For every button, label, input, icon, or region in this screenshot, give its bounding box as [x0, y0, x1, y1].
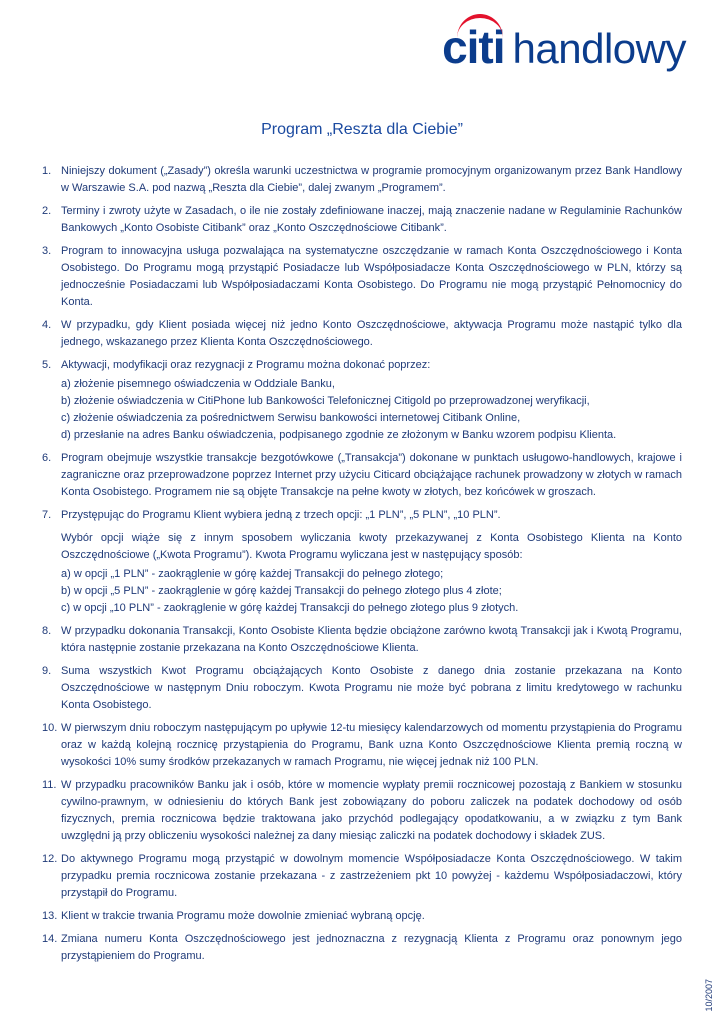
- sub-list-item: b) złożenie oświadczenia w CitiPhone lub Bankowości Telefonicznej Citigold po przeprowadzonej weryfikacji,: [61, 395, 590, 407]
- list-item-text: Przystępując do Programu Klient wybiera jedną z trzech opcji: „1 PLN”, „5 PLN”, „10 PLN”.: [61, 509, 501, 521]
- list-item-extra-text: Wybór opcji wiąże się z innym sposobem wyliczania kwoty przekazywanej z Konta Osobistego Klienta na Konto Oszczędnościowe („Kwota Programu”). Kwota Programu wyliczana jest w następujący sposób:: [61, 532, 682, 561]
- list-item: [42, 908, 682, 925]
- list-item-number: 10.: [42, 722, 58, 734]
- list-item-text: W przypadku dokonania Transakcji, Konto Osobiste Klienta będzie obciążone zarówno kwotą Transakcji jak i Kwotą Programu, która następnie zostanie przekazana na Konto Oszczędnościowe Klienta.: [61, 625, 682, 654]
- handlowy-wordmark: handlowy: [512, 25, 686, 72]
- list-item: [42, 450, 682, 501]
- list-item-number: 14.: [42, 933, 58, 945]
- list-item-text: Program to innowacyjna usługa pozwalająca na systematyczne oszczędzanie w ramach Konta Oszczędnościowego i Konta Osobistego. Do Programu mogą przystąpić Posiadacze lub Współposiadacze Konta Oszczędnościowego w PLN, którzy są jednocześnie Posiadaczami lub Współposiadaczami Konta Osobistego. Do Programu nie mogą przystąpić Pełnomocnicy do Konta.: [61, 245, 682, 308]
- citi-handlowy-logo: [442, 21, 686, 73]
- list-item: [42, 507, 682, 617]
- citi-arc-icon: [457, 14, 503, 38]
- list-item: [42, 623, 682, 657]
- sub-list-item: d) przesłanie na adres Banku oświadczenia, podpisanego zgodnie ze złożonym w Banku wzorem podpisu Klienta.: [61, 429, 617, 441]
- list-item-number: 8.: [42, 625, 52, 637]
- terms-list: [42, 163, 682, 971]
- list-item-number: 9.: [42, 665, 52, 677]
- list-item: [42, 777, 682, 845]
- list-item-text: W przypadku, gdy Klient posiada więcej niż jedno Konto Oszczędnościowe, aktywacja Programu może nastąpić tylko dla jednego, wskazanego przez Klienta Konta Oszczędnościowego.: [61, 319, 682, 348]
- list-item-number: 2.: [42, 205, 52, 217]
- sub-list-item: b) w opcji „5 PLN” - zaokrąglenie w górę każdej Transakcji do pełnego złotego plus 4 złote;: [61, 585, 502, 597]
- list-item: [42, 851, 682, 902]
- list-item-number: 6.: [42, 452, 52, 464]
- sub-list-item: a) złożenie pisemnego oświadczenia w Oddziale Banku,: [61, 378, 335, 390]
- list-item-text: Zmiana numeru Konta Oszczędnościowego jest jednoznaczna z rezygnacją Klienta z Programu oraz ponownym jego przystąpieniem do Programu.: [61, 933, 682, 962]
- list-item-text: Suma wszystkich Kwot Programu obciążających Konto Osobiste z danego dnia zostanie przekazana na Konto Oszczędnościowe w następnym Dniu roboczym. Kwota Programu nie może być pobrana z limitu kredytowego w rachunku Konta Osobistego.: [61, 665, 682, 711]
- list-item-number: 11.: [42, 779, 57, 791]
- list-item-number: 3.: [42, 245, 52, 257]
- list-item-number: 7.: [42, 509, 52, 521]
- list-item-text: Do aktywnego Programu mogą przystąpić w dowolnym momencie Współposiadacze Konta Oszczędnościowego. W takim przypadku premia rocznicowa zostanie przekazana - z zastrzeżeniem pkt 10 powyżej - każdemu Współposiadaczowi, który przystąpił do Programu.: [61, 853, 682, 899]
- list-item-text: Terminy i zwroty użyte w Zasadach, o ile nie zostały zdefiniowane inaczej, mają znaczenie nadane w Regulaminie Rachunków Bankowych „Konto Osobiste Citibank” oraz „Konto Oszczędnościowe Citibank”.: [61, 205, 682, 234]
- list-item: [42, 663, 682, 714]
- sub-list: [61, 376, 682, 444]
- sub-list-item: a) w opcji „1 PLN” - zaokrąglenie w górę każdej Transakcji do pełnego złotego;: [61, 568, 444, 580]
- list-item-text: W pierwszym dniu roboczym następującym po upływie 12-tu miesięcy kalendarzowych od momentu przystąpienia do Programu oraz w każdą kolejną rocznicę przystąpienia do Programu, Bank uzna Konto Oszczędnościowe Klienta premią roczną w wysokości 10% sumy środków przekazanych w ramach Programu, nie więcej jednak niż 100 PLN.: [61, 722, 682, 768]
- list-item: [42, 931, 682, 965]
- list-item: [42, 203, 682, 237]
- list-item: [42, 163, 682, 197]
- list-item: [42, 720, 682, 771]
- list-item-number: 5.: [42, 359, 52, 371]
- list-item-text: Aktywacji, modyfikacji oraz rezygnacji z Programu można dokonać poprzez:: [61, 359, 431, 371]
- sub-list: [61, 566, 682, 617]
- document-title: Program „Reszta dla Ciebie”: [261, 121, 463, 138]
- citi-wordmark: citi: [442, 24, 504, 70]
- list-item-text: W przypadku pracowników Banku jak i osób, które w momencie wypłaty premii rocznicowej pozostają z Bankiem w stosunku cywilno-prawnym, w odniesieniu do których Bank jest zobowiązany do poboru zaliczek na podatek dochodowy od osób fizycznych, premia rocznicowa będzie traktowana jako przychód podlegający opodatkowaniu, a w związku z tym Bank uwzględni ją przy obliczeniu wysokości należnej za dany miesiąc zaliczki na podatek dochodowy i składek ZUS.: [61, 779, 682, 842]
- list-item: [42, 243, 682, 311]
- list-item-text: Klient w trakcie trwania Programu może dowolnie zmieniać wybraną opcję.: [61, 910, 425, 922]
- list-item-text: Program obejmuje wszystkie transakcje bezgotówkowe („Transakcja”) dokonane w punktach usługowo-handlowych, krajowe i zagraniczne oraz przeprowadzone poprzez Internet przy użyciu Citicard obciążające rachunek prowadzony w złotych w ramach Konta Osobistego. Programem nie są objęte Transakcje na pełne kwoty w złotych, bez końcówek w groszach.: [61, 452, 682, 498]
- list-item-number: 12.: [42, 853, 58, 865]
- document-date: 10/2007: [704, 979, 714, 1012]
- list-item-number: 1.: [42, 165, 52, 177]
- list-item-text: Niniejszy dokument („Zasady”) określa warunki uczestnictwa w programie promocyjnym organizowanym przez Bank Handlowy w Warszawie S.A. pod nazwą „Reszta dla Ciebie”, dalej zwanym „Programem”.: [61, 165, 682, 194]
- list-item-number: 13.: [42, 910, 58, 922]
- list-item-number: 4.: [42, 319, 52, 331]
- sub-list-item: c) złożenie oświadczenia za pośrednictwem Serwisu bankowości internetowej Citibank Online,: [61, 412, 521, 424]
- list-item: [42, 317, 682, 351]
- list-item: [42, 357, 682, 444]
- sub-list-item: c) w opcji „10 PLN” - zaokrąglenie w górę każdej Transakcji do pełnego złotego plus 9 złotych.: [61, 602, 519, 614]
